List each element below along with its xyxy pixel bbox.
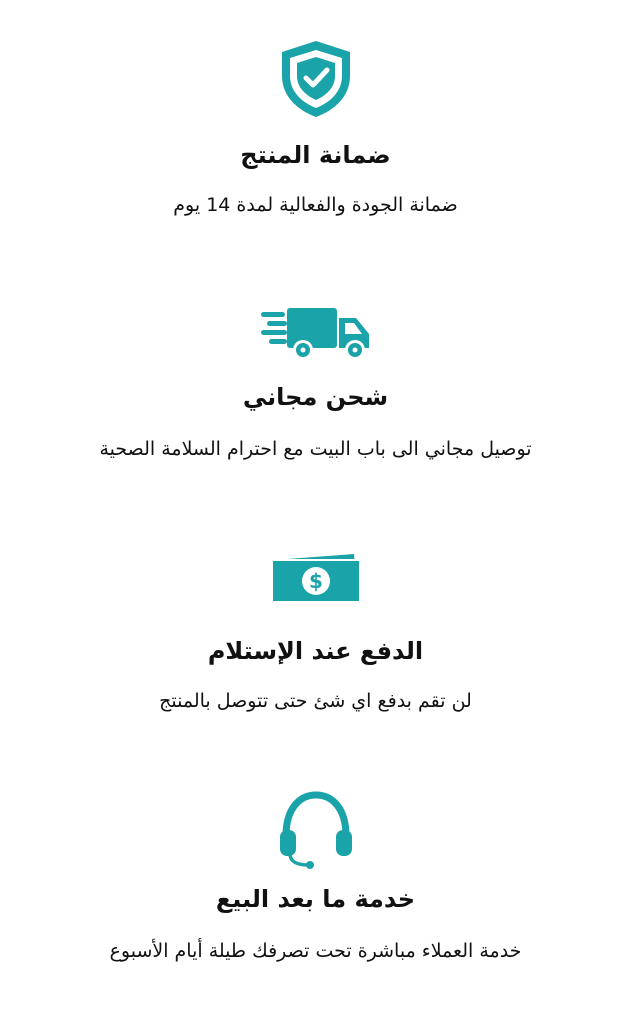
- feature-free-shipping: [0, 306, 631, 462]
- delivery-truck-icon: [261, 306, 371, 362]
- feature-title: خدمة ما بعد البيع: [215, 885, 416, 913]
- shield-check-icon: [276, 38, 356, 120]
- feature-title: ضمانة المنتج: [240, 141, 391, 169]
- feature-description: لن تقم بدفع اي شئ حتى تتوصل بالمنتج: [159, 690, 472, 712]
- cash-money-icon: [268, 550, 364, 606]
- feature-description: توصيل مجاني الى باب البيت مع احترام السلامة الصحية: [99, 438, 532, 460]
- feature-description: خدمة العملاء مباشرة تحت تصرفك طيلة أيام الأسبوع: [109, 940, 522, 962]
- feature-title: شحن مجاني: [242, 383, 389, 411]
- feature-after-sales: [0, 790, 631, 964]
- feature-description: ضمانة الجودة والفعالية لمدة 14 يوم: [173, 194, 458, 216]
- feature-title: الدفع عند الإستلام: [207, 637, 424, 665]
- feature-cash-on-delivery: [0, 550, 631, 714]
- svg-text:$: $: [308, 569, 323, 593]
- headset-support-icon: [276, 790, 356, 870]
- feature-warranty: [0, 38, 631, 218]
